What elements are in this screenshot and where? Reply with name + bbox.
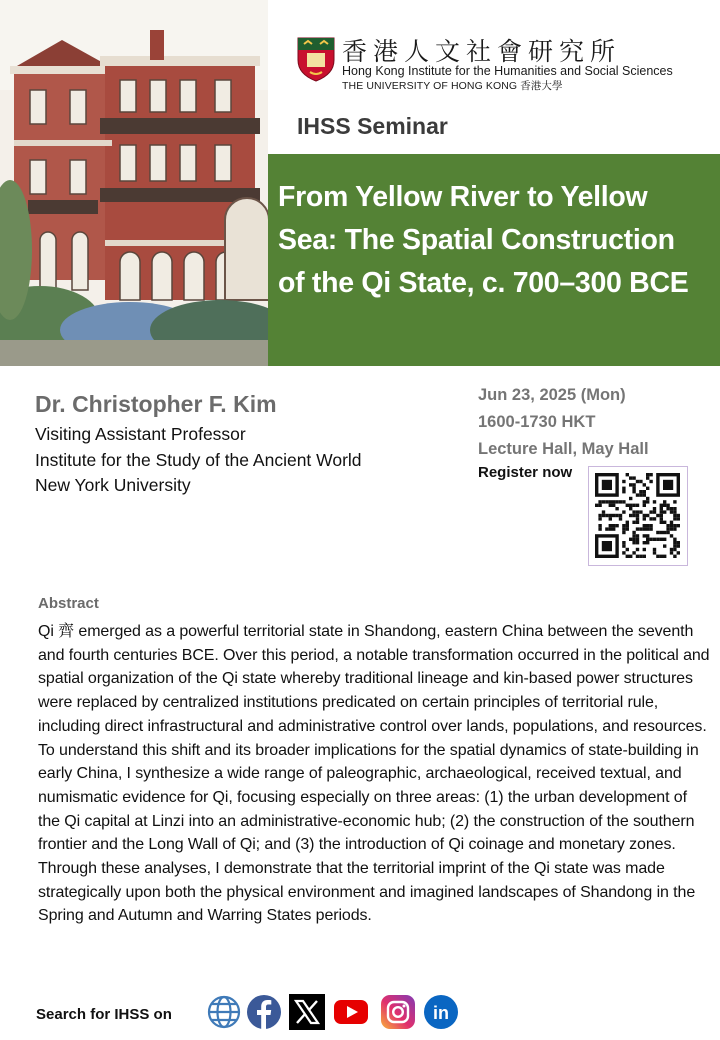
x-icon[interactable] bbox=[289, 994, 325, 1030]
speaker-department: Institute for the Study of the Ancient World bbox=[35, 450, 362, 470]
seminar-title bbox=[278, 176, 714, 305]
abstract-text: Qi 齊 emerged as a powerful territorial state in Shandong, eastern China between the seventh and fourth centuries BCE. Over this period, a notable transformation occurred in the political and spatial organization of the Qi state whereby traditional lineage and kin-based power structures were replaced by centralized institutions predicated on certain principles of territorial rule, including direct infrastructural and administrative control over lands, populations, and resources. To understand this shift and its broader implications for the spatial dynamics of state-building in early China, I synthesize a wide range of paleographic, archaeological, received textual, and numismatic evidence for Qi, focusing especially on three areas: (1) the urban development of the Qi capital at Linzi into an administrative-economic hub; (2) the construction of the southern frontier and the Long Wall of Qi; and (3) the introduction of Qi coinage and monetary zones. Through these analyses, I demonstrate that the territorial imprint of the Qi state was made strategically upon both the physical environment and imagined landscapes of Shandong in the Spring and Autumn and Warring States periods. bbox=[38, 623, 710, 925]
svg-text:in: in bbox=[433, 1003, 449, 1023]
title-line: of the Qi State, c. 700–300 BCE bbox=[278, 267, 689, 299]
title-line: Sea: The Spatial Construction bbox=[278, 224, 675, 256]
university-name: THE UNIVERSITY OF HONG KONG 香港大學 bbox=[342, 80, 563, 92]
title-panel bbox=[268, 154, 720, 366]
qr-code-icon bbox=[589, 467, 687, 565]
hku-crest-icon bbox=[296, 36, 336, 82]
youtube-icon[interactable] bbox=[333, 994, 369, 1030]
institute-chinese-name: 香港人文社會研究所 bbox=[342, 37, 622, 66]
institute-logo bbox=[296, 32, 696, 92]
title-line: From Yellow River to Yellow bbox=[278, 181, 648, 213]
seminar-label: IHSS Seminar bbox=[297, 113, 448, 139]
facebook-icon[interactable] bbox=[246, 994, 282, 1030]
speaker-name: Dr. Christopher F. Kim bbox=[35, 391, 277, 417]
register-label[interactable]: Register now bbox=[478, 464, 573, 481]
search-label: Search for IHSS on bbox=[36, 1006, 172, 1023]
speaker-university: New York University bbox=[35, 475, 191, 495]
building-illustration bbox=[0, 0, 268, 366]
speaker-position: Visiting Assistant Professor bbox=[35, 424, 246, 444]
globe-icon[interactable] bbox=[206, 994, 242, 1030]
registration-qr-code[interactable] bbox=[588, 466, 688, 566]
event-date: Jun 23, 2025 (Mon) bbox=[478, 386, 626, 404]
institute-english-name: Hong Kong Institute for the Humanities and Social Sciences bbox=[342, 64, 673, 78]
event-venue: Lecture Hall, May Hall bbox=[478, 440, 649, 458]
abstract-label: Abstract bbox=[38, 595, 99, 612]
event-time: 1600-1730 HKT bbox=[478, 413, 596, 431]
linkedin-icon[interactable] bbox=[423, 994, 459, 1030]
instagram-icon[interactable] bbox=[380, 994, 416, 1030]
